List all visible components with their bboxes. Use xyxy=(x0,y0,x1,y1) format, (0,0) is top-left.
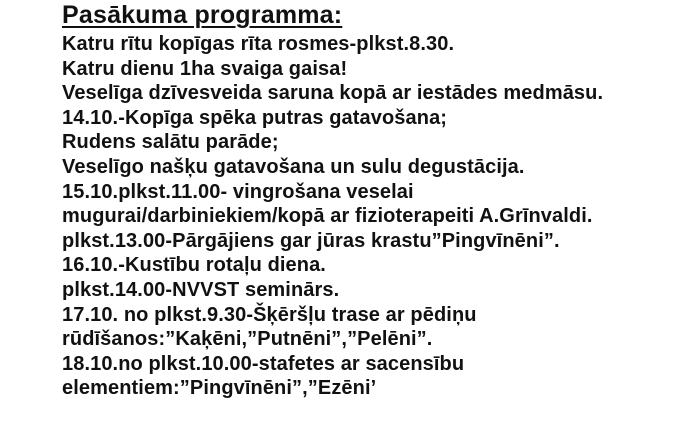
program-line: 18.10.no plkst.10.00-stafetes ar sacensību xyxy=(62,352,465,375)
program-list xyxy=(62,32,698,401)
program-line: Katru dienu 1ha svaiga gaisa! xyxy=(62,57,348,80)
program-line: 16.10.-Kustību rotaļu diena. xyxy=(62,254,326,277)
program-line: plkst.14.00-NVVST seminārs. xyxy=(62,278,340,301)
program-title: Pasākuma programma: xyxy=(62,1,343,29)
program-line: 15.10.plkst.11.00- vingrošana veselai xyxy=(62,180,414,203)
program-document xyxy=(62,0,698,401)
program-line: plkst.13.00-Pārgājiens gar jūras krastu”Pingvīnēni”. xyxy=(62,229,560,252)
program-line: elementiem:”Pingvīnēni”,”Ezēni’ xyxy=(62,377,377,400)
program-line: 14.10.-Kopīga spēka putras gatavošana; xyxy=(62,106,448,129)
program-line: Katru rītu kopīgas rīta rosmes-plkst.8.30. xyxy=(62,33,455,55)
program-line: Veselīgo našķu gatavošana un sulu degustācija. xyxy=(62,155,525,178)
program-line: rūdīšanos:”Kaķēni,”Putnēni”,”Pelēni”. xyxy=(62,328,433,351)
program-line: Rudens salātu parāde; xyxy=(62,131,279,154)
program-line: Veselīga dzīvesveida saruna kopā ar iestādes medmāsu. xyxy=(62,82,604,105)
program-line: mugurai/darbiniekiem/kopā ar fizioterapeiti A.Grīnvaldi. xyxy=(62,205,593,228)
program-line: 17.10. no plkst.9.30-Šķēršļu trase ar pēdiņu xyxy=(62,303,477,326)
